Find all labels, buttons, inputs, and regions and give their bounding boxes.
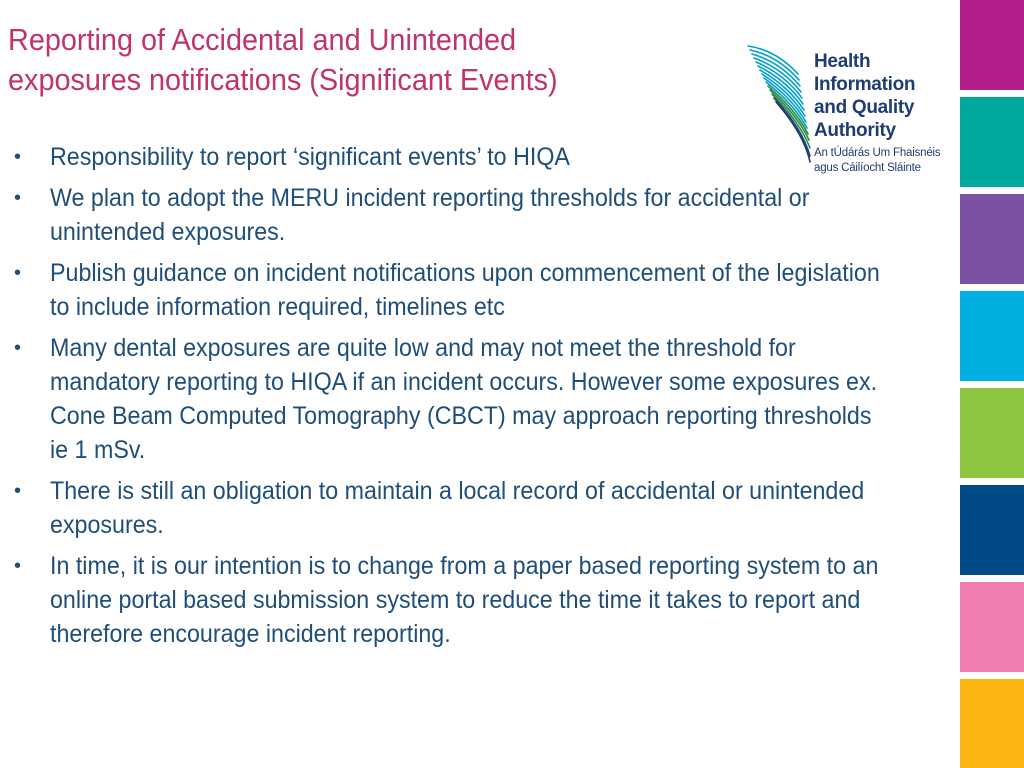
decorative-color-strip	[960, 0, 1024, 768]
slide-title-line-1: Reporting of Accidental and Unintended	[8, 22, 517, 57]
bullet-item	[12, 181, 892, 249]
logo-name	[814, 50, 915, 142]
bullet-text: Many dental exposures are quite low and may not meet the threshold for mandatory reporting to HIQA if an incident occurs. However some exposures ex. Cone Beam Computed Tomography (CBCT) may approach reporting thresholds ie 1 mSv.	[50, 334, 878, 464]
logo-name-line-4: Authority	[814, 120, 896, 141]
logo-irish-line-1: An tÚdárás Um Fhaisnéis	[814, 147, 941, 159]
logo-name-line-1: Health	[814, 51, 871, 72]
bullet-text: In time, it is our intention is to change from a paper based reporting system to an online portal based submission system to reduce the time it takes to report and therefore encourage incident reporting.	[50, 552, 879, 648]
color-block	[960, 194, 1024, 284]
bullet-item	[12, 549, 892, 651]
color-block	[960, 0, 1024, 90]
logo-name-line-3: and Quality	[814, 97, 915, 118]
color-block	[960, 582, 1024, 672]
color-block	[960, 679, 1024, 768]
logo-irish-line-2: agus Cáilíocht Sláinte	[814, 162, 921, 174]
bullet-item	[12, 331, 892, 467]
bullet-marker: •	[14, 337, 22, 359]
slide-title-line-2: exposures notifications (Significant Events)	[8, 62, 558, 97]
color-block	[960, 291, 1024, 381]
bullet-marker: •	[14, 480, 22, 502]
bullet-marker: •	[14, 187, 22, 209]
bullet-list	[12, 140, 892, 658]
color-block	[960, 97, 1024, 187]
logo-name-line-2: Information	[814, 74, 916, 95]
slide-title	[8, 20, 640, 100]
bullet-text: Responsibility to report ‘significant events’ to HIQA	[50, 143, 570, 171]
bullet-text: Publish guidance on incident notifications upon commencement of the legislation to include information required, timelines etc	[50, 259, 880, 321]
bullet-item	[12, 140, 892, 174]
bullet-item	[12, 474, 892, 542]
bullet-marker: •	[14, 146, 22, 168]
color-block	[960, 485, 1024, 575]
bullet-marker: •	[14, 555, 22, 577]
bullet-text: There is still an obligation to maintain a local record of accidental or unintended exposures.	[50, 477, 865, 539]
bullet-marker: •	[14, 262, 22, 284]
color-block	[960, 388, 1024, 478]
bullet-text: We plan to adopt the MERU incident reporting thresholds for accidental or unintended exposures.	[50, 184, 810, 246]
bullet-item	[12, 256, 892, 324]
